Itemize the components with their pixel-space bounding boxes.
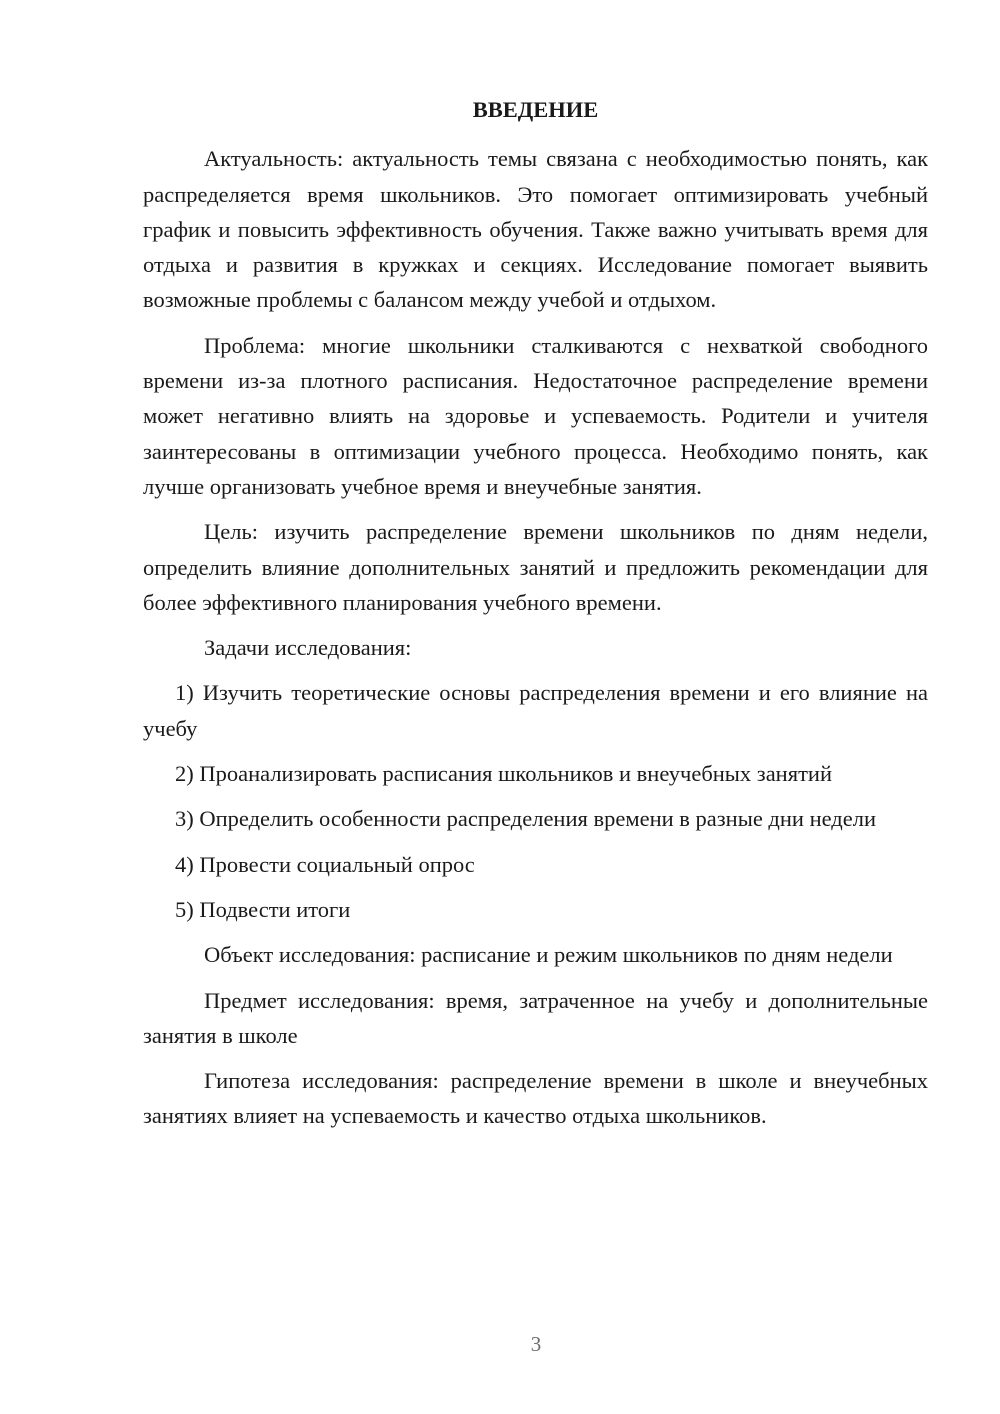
page-number: 3	[530, 1332, 542, 1356]
paragraph-object: Объект исследования: расписание и режим школьников по дням недели	[204, 942, 893, 968]
paragraph-problem: Проблема: многие школьники сталкиваются с нехваткой свободного времени из-за плотного расписания. Недостаточное распределение времени может негативно влиять на здоровье и успеваемость. Родители и учителя заинтересованы в оптимизации учебного процесса. Необходимо понять, как лучше организовать учебное время и внеучебные занятия.	[143, 332, 928, 499]
paragraph-relevance: Актуальность: актуальность темы связана с необходимостью понять, как распределяется время школьников. Это помогает оптимизировать учебный график и повысить эффективность обучения. Также важно учитывать время для отдыха и развития в кружках и секциях. Исследование помогает выявить возможные проблемы с балансом между учебой и отдыхом.	[143, 146, 928, 313]
paragraph-hypothesis: Гипотеза исследования: распределение времени в школе и внеучебных занятиях влияет на успеваемость и качество отдыха школьников.	[143, 1068, 928, 1129]
section-title: ВВЕДЕНИЕ	[472, 97, 599, 122]
paragraph-subject: Предмет исследования: время, затраченное на учебу и дополнительные занятия в школе	[143, 987, 928, 1048]
paragraph-goal: Цель: изучить распределение времени школьников по дням недели, определить влияние дополнительных занятий и предложить рекомендации для более эффективного планирования учебного времени.	[143, 519, 928, 615]
tasks-heading: Задачи исследования:	[204, 635, 412, 661]
task-item-1: 1) Изучить теоретические основы распределения времени и его влияние на учебу	[143, 680, 928, 741]
page-content	[143, 92, 928, 1144]
task-item-4: 4) Провести социальный опрос	[175, 851, 475, 877]
task-item-2: 2) Проанализировать расписания школьников и внеучебных занятий	[175, 761, 832, 787]
task-item-3: 3) Определить особенности распределения времени в разные дни недели	[175, 806, 877, 832]
task-item-5: 5) Подвести итоги	[175, 896, 351, 922]
